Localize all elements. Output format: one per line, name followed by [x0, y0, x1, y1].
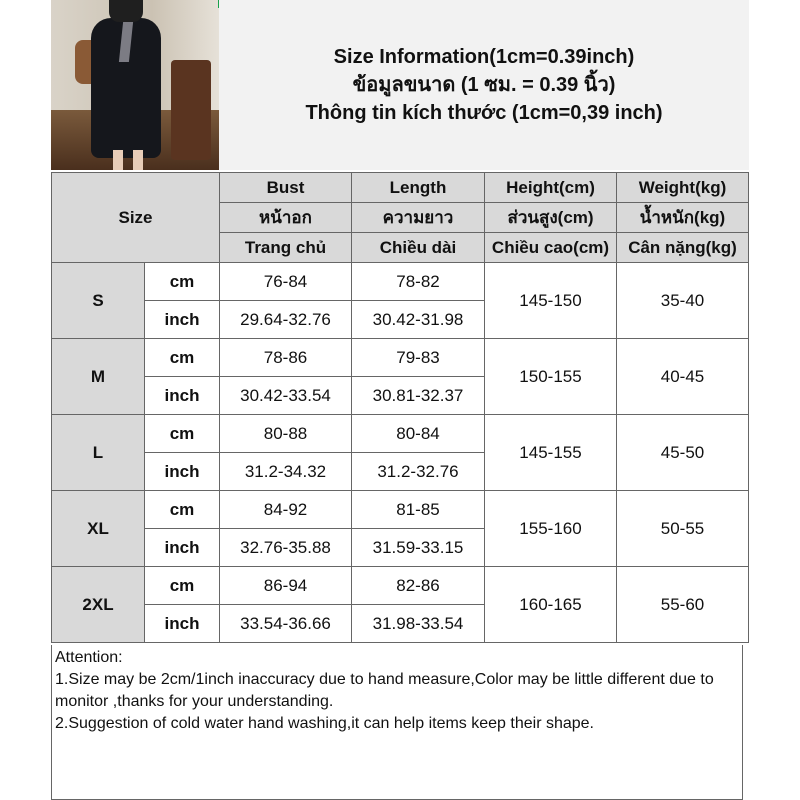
table-cell: 80-88: [220, 415, 352, 453]
title-thai: ข้อมูลขนาด (1 ซม. = 0.39 นิ้ว): [352, 74, 616, 96]
note-item: 2.Suggestion of cold water hand washing,it can help items keep their shape.: [55, 715, 594, 732]
unit-label: inch: [145, 453, 220, 491]
table-cell: 78-86: [220, 339, 352, 377]
column-header: Trang chủ: [220, 233, 352, 263]
table-cell: 150-155: [485, 339, 617, 415]
column-header: ส่วนสูง(cm): [485, 203, 617, 233]
table-cell: 78-82: [352, 263, 485, 301]
table-cell: 55-60: [617, 567, 749, 643]
table-cell: 33.54-36.66: [220, 605, 352, 643]
table-cell: 31.2-34.32: [220, 453, 352, 491]
table-cell: 32.76-35.88: [220, 529, 352, 567]
table-cell: 30.81-32.37: [352, 377, 485, 415]
column-header: Chiều dài: [352, 233, 485, 263]
size-label: 2XL: [52, 567, 145, 643]
column-header: Bust: [220, 173, 352, 203]
unit-label: cm: [145, 567, 220, 605]
column-header: Weight(kg): [617, 173, 749, 203]
table-cell: 35-40: [617, 263, 749, 339]
size-label: S: [52, 263, 145, 339]
column-header: หน้าอก: [220, 203, 352, 233]
table-cell: 50-55: [617, 491, 749, 567]
table-cell: 160-165: [485, 567, 617, 643]
size-label: M: [52, 339, 145, 415]
note-item: 1.Size may be 2cm/1inch inaccuracy due to hand measure,Color may be little different due to monitor ,thanks for your understanding.: [55, 671, 714, 710]
table-cell: 155-160: [485, 491, 617, 567]
title-vietnamese: Thông tin kích thước (1cm=0,39 inch): [305, 102, 663, 124]
table-cell: 76-84: [220, 263, 352, 301]
table-cell: 84-92: [220, 491, 352, 529]
table-cell: 79-83: [352, 339, 485, 377]
table-cell: 30.42-33.54: [220, 377, 352, 415]
column-header: Cân nặng(kg): [617, 233, 749, 263]
table-cell: 40-45: [617, 339, 749, 415]
unit-label: cm: [145, 263, 220, 301]
unit-label: cm: [145, 339, 220, 377]
column-header: ความยาว: [352, 203, 485, 233]
size-table: [51, 172, 749, 643]
table-cell: 30.42-31.98: [352, 301, 485, 339]
size-label: XL: [52, 491, 145, 567]
table-cell: 145-155: [485, 415, 617, 491]
size-header: Size: [52, 173, 220, 263]
column-header: Height(cm): [485, 173, 617, 203]
title-block: [219, 0, 749, 170]
unit-label: inch: [145, 605, 220, 643]
table-cell: 81-85: [352, 491, 485, 529]
unit-label: inch: [145, 529, 220, 567]
unit-label: inch: [145, 301, 220, 339]
column-header: Chiều cao(cm): [485, 233, 617, 263]
size-label: L: [52, 415, 145, 491]
table-cell: 80-84: [352, 415, 485, 453]
unit-label: cm: [145, 415, 220, 453]
model-photo: [51, 0, 219, 170]
table-cell: 31.59-33.15: [352, 529, 485, 567]
table-cell: 45-50: [617, 415, 749, 491]
unit-label: inch: [145, 377, 220, 415]
table-cell: 86-94: [220, 567, 352, 605]
title-english: Size Information(1cm=0.39inch): [333, 46, 635, 68]
column-header: Length: [352, 173, 485, 203]
table-cell: 145-150: [485, 263, 617, 339]
notes-heading: Attention:: [55, 649, 123, 666]
table-cell: 29.64-32.76: [220, 301, 352, 339]
table-cell: 82-86: [352, 567, 485, 605]
table-cell: 31.98-33.54: [352, 605, 485, 643]
attention-notes: [51, 645, 743, 800]
column-header: น้ำหนัก(kg): [617, 203, 749, 233]
table-cell: 31.2-32.76: [352, 453, 485, 491]
unit-label: cm: [145, 491, 220, 529]
